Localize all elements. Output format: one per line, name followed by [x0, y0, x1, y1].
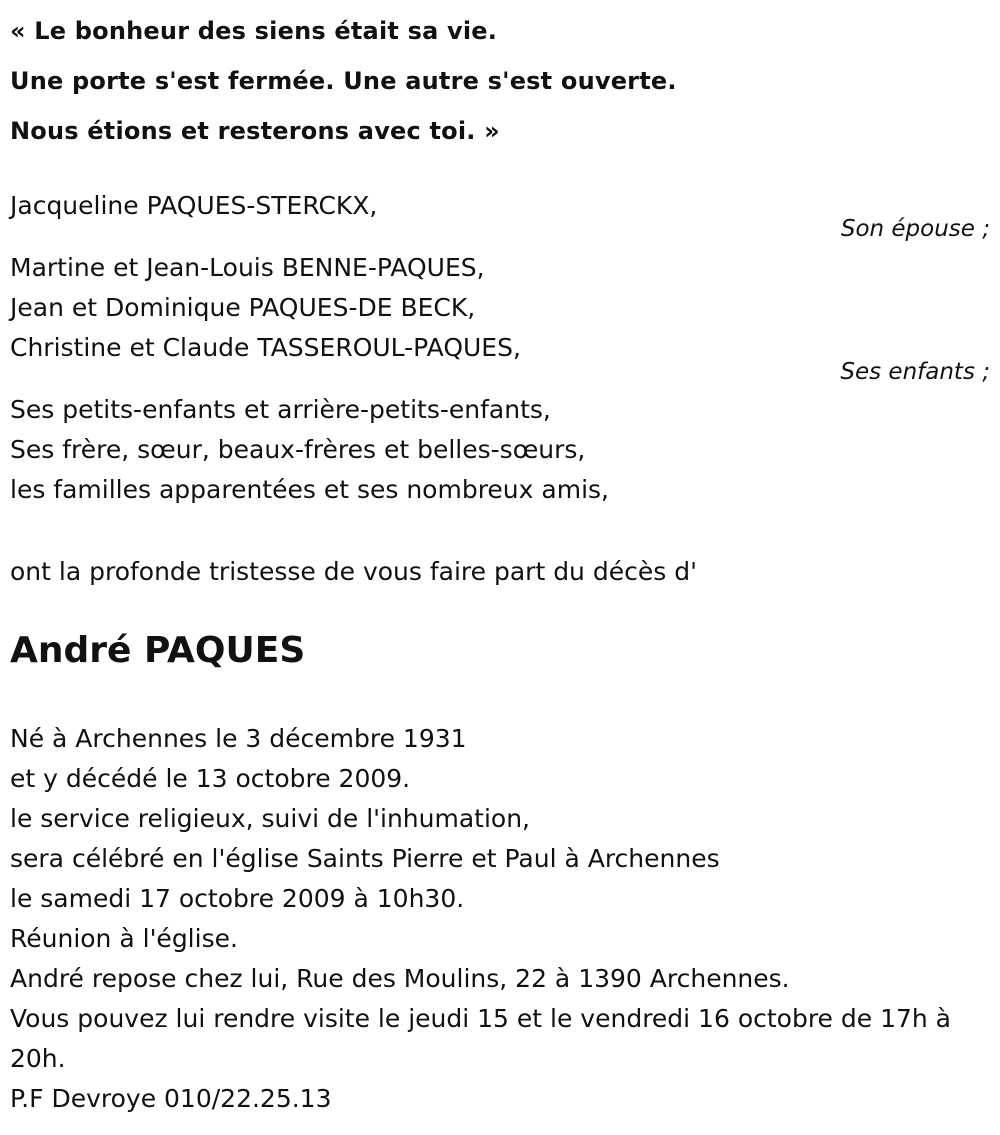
detail-line: 20h. [10, 1044, 66, 1073]
relatives-line: Ses petits-enfants et arrière-petits-enfants, [10, 395, 551, 424]
spouse-name: Jacqueline PAQUES-STERCKX, [10, 191, 378, 220]
children-role: Ses enfants ; [840, 359, 990, 385]
detail-line: P.F Devroye 010/22.25.13 [10, 1084, 332, 1113]
child-couple-name: Christine et Claude TASSEROUL-PAQUES, [10, 333, 521, 362]
detail-line: le service religieux, suivi de l'inhumation, [10, 804, 531, 833]
quote-line: Une porte s'est fermée. Une autre s'est ouverte. [10, 67, 677, 95]
announcement-text: ont la profonde tristesse de vous faire part du décès d' [10, 557, 697, 586]
child-couple-name: Jean et Dominique PAQUES-DE BECK, [10, 293, 476, 322]
quote-line: Nous étions et resterons avec toi. » [10, 117, 500, 145]
spouse-role: Son épouse ; [840, 216, 990, 242]
quote-line: « Le bonheur des siens était sa vie. [10, 17, 498, 45]
deceased-name: André PAQUES [10, 630, 306, 671]
detail-line: le samedi 17 octobre 2009 à 10h30. [10, 884, 465, 913]
relatives-line: Ses frère, sœur, beaux-frères et belles-sœurs, [10, 435, 586, 464]
child-couple-name: Martine et Jean-Louis BENNE-PAQUES, [10, 253, 485, 282]
detail-line: et y décédé le 13 octobre 2009. [10, 764, 411, 793]
detail-line: Vous pouvez lui rendre visite le jeudi 15 et le vendredi 16 octobre de 17h à [10, 1004, 952, 1033]
relatives-line: les familles apparentées et ses nombreux amis, [10, 475, 609, 504]
detail-line: Réunion à l'église. [10, 924, 238, 953]
detail-line: André repose chez lui, Rue des Moulins, 22 à 1390 Archennes. [10, 964, 790, 993]
funeral-details [10, 719, 951, 1119]
opening-quote [10, 6, 677, 156]
detail-line: Né à Archennes le 3 décembre 1931 [10, 724, 467, 753]
detail-line: sera célébré en l'église Saints Pierre et Paul à Archennes [10, 844, 720, 873]
